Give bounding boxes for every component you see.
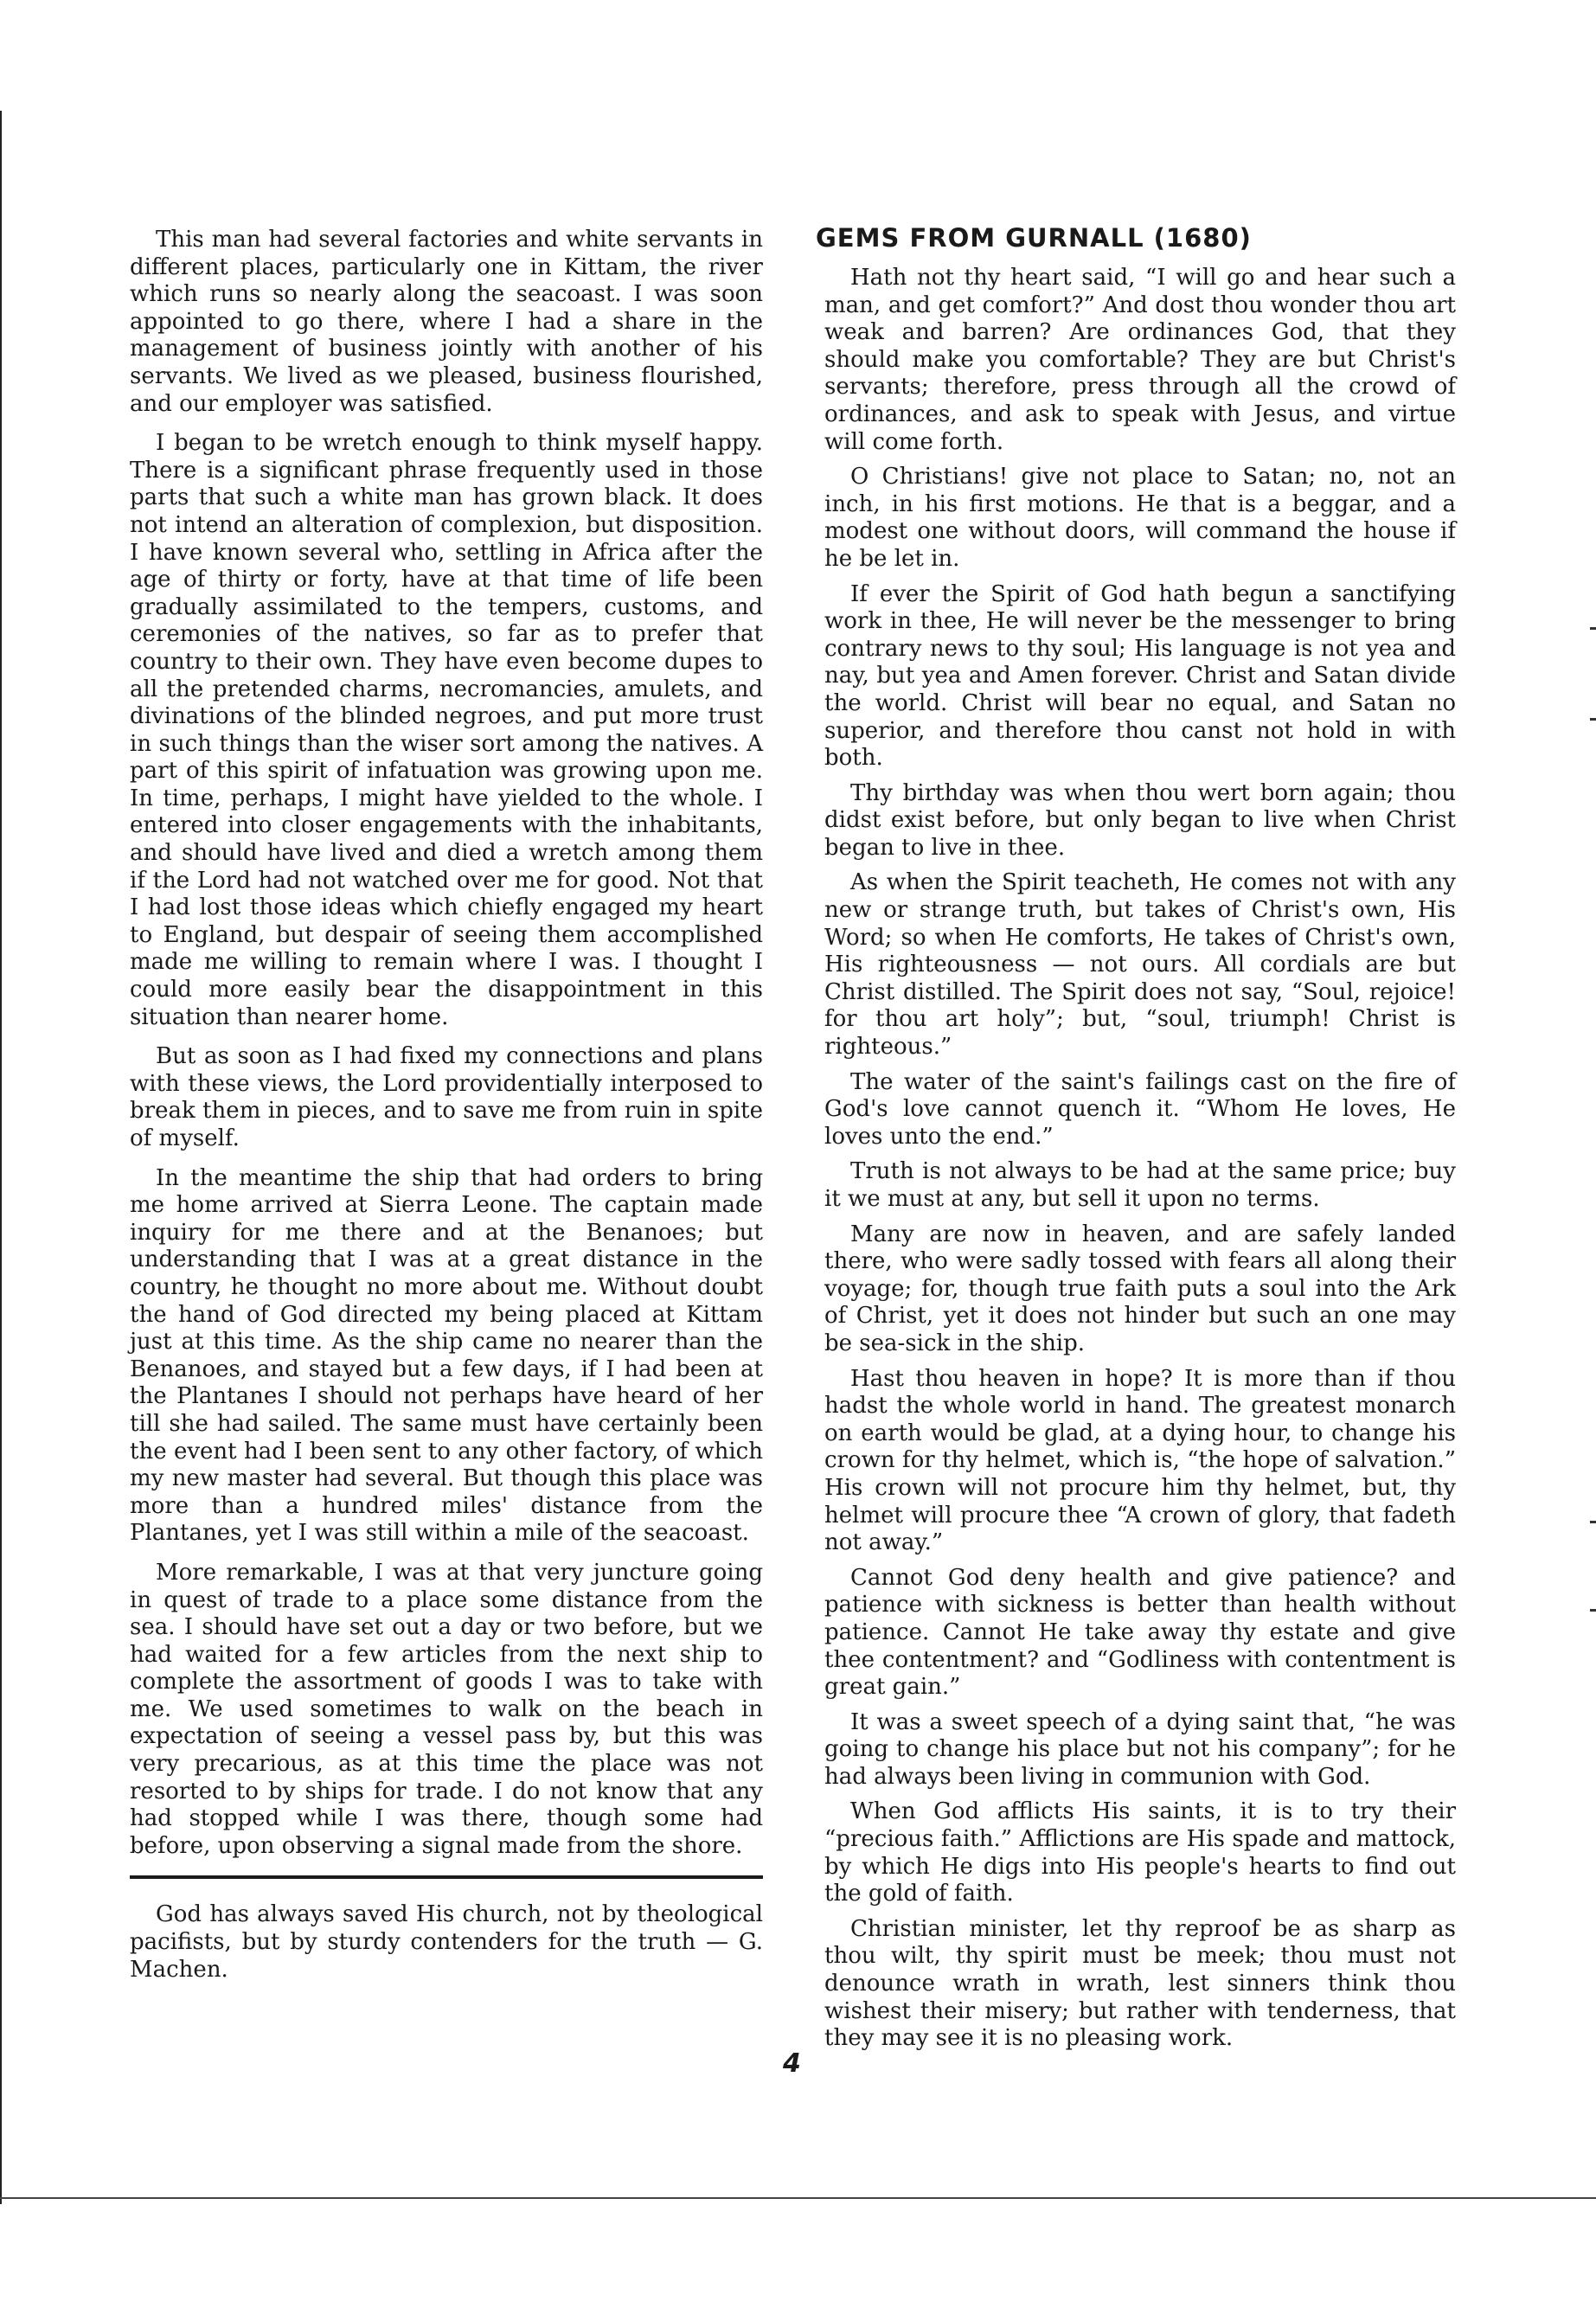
gem-paragraph: Hath not thy heart said, “I will go and hear such a man, and get comfort?” And dost thou wonder thou art weak and barren? Are ordinances God, that they should make you comfortable? They are but Christ's servants; therefore, press through all the crowd of ordinances, and ask to speak with Jesus, and virtue will come forth.: [824, 265, 1456, 455]
gem-paragraph: Truth is not always to be had at the same price; buy it we must at any, but sell it upon no terms.: [824, 1158, 1456, 1212]
section-heading: GEMS FROM GURNALL (1680): [816, 223, 1252, 253]
gem-paragraph: Many are now in heaven, and are safely landed there, who were sadly tossed with fears all along their voyage; for, though true faith puts a soul into the Ark of Christ, yet it does not hinder but such an one may be sea-sick in the ship.: [824, 1221, 1456, 1356]
gem-paragraph: Hast thou heaven in hope? It is more than if thou hadst the whole world in hand. The greatest monarch on earth would be glad, at a dying hour, to change his crown for thy helmet, which is, “the hope of salvation.” His crown will not procure him thy helmet, but, thy helmet will procure thee “A crown of glory, that fadeth not away.”: [824, 1365, 1456, 1556]
right-column: [816, 223, 1456, 2061]
gem-paragraph: Christian minister, let thy reproof be as sharp as thou wilt, thy spirit must be meek; thou must not denounce wrath in wrath, lest sinners think thou wishest their misery; but rather with tenderness, that they may see it is no pleasing work.: [824, 1915, 1456, 2052]
quote-text: God has always saved His church, not by theological pacifists, but by sturdy contenders for the truth — G. Machen.: [130, 1901, 763, 1983]
gem-paragraph: O Christians! give not place to Satan; no, not an inch, in his first motions. He that is a beggar, and a modest one without doors, will command the house if he be let in.: [824, 464, 1456, 572]
body-paragraph: I began to be wretch enough to think myself happy. There is a significant phrase frequently used in those parts that such a white man has grown black. It does not intend an alteration of complexion, but disposition. I have known several who, settling in Africa after the age of thirty or forty, have at that time of life been gradually assimilated to the tempers, customs, and ceremonies of the natives, so far as to prefer that country to their own. They have even become dupes to all the pretended charms, necromancies, amulets, and divinations of the blinded negroes, and put more trust in such things than the wiser sort among the natives. A part of this spirit of infatuation was growing upon me. In time, perhaps, I might have yielded to the whole. I entered into closer engagements with the inhabitants, and should have lived and died a wretch among them if the Lord had not watched over me for good. Not that I had lost those ideas which chiefly engaged my heart to England, but despair of seeing them accomplished made me willing to remain where I was. I thought I could more easily bear the disappointment in this situation than nearer home.: [130, 430, 763, 1030]
gem-paragraph: Cannot God deny health and give patience? and patience with sickness is better than health without patience. Cannot He take away thy estate and give thee contentment? and “Godliness with contentment is great gain.”: [824, 1564, 1456, 1701]
scan-mark: [1590, 1521, 1596, 1523]
separator-rule: [130, 1875, 763, 1879]
page-number: 4: [783, 2048, 801, 2079]
machen-quote: [130, 1901, 763, 1984]
gem-paragraph: As when the Spirit teacheth, He comes not with any new or strange truth, but takes of Christ's own, His Word; so when He comforts, He takes of Christ's own, His righteousness — not ours. All cordials are but Christ distilled. The Spirit does not say, “Soul, rejoice! for thou art holy”; but, “soul, triumph! Christ is righteous.”: [824, 869, 1456, 1061]
gem-paragraph: Thy birthday was when thou wert born again; thou didst exist before, but only began to live when Christ began to live in thee.: [824, 779, 1456, 861]
body-paragraph: In the meantime the ship that had orders to bring me home arrived at Sierra Leone. The captain made inquiry for me there and at the Benanoes; but understanding that I was at a great distance in the country, he thought no more about me. Without doubt the hand of God directed my being placed at Kittam just at this time. As the ship came no nearer than the Benanoes, and stayed but a few days, if I had been at the Plantanes I should not perhaps have heard of her till she had sailed. The same must have certainly been the event had I been sent to any other factory, of which my new master had several. But though this place was more than a hundred miles' distance from the Plantanes, yet I was still within a mile of the seacoast.: [130, 1164, 763, 1547]
scan-mark: [1590, 718, 1596, 721]
body-paragraph: More remarkable, I was at that very juncture going in quest of trade to a place some distance from the sea. I should have set out a day or two before, but we had waited for a few articles from the next ship to complete the assortment of goods I was to take with me. We used sometimes to walk on the beach in expectation of seeing a vessel pass by, but this was very precarious, as at this time the place was not resorted to by ships for trade. I do not know that any had stopped while I was there, though some had before, upon observing a signal made from the shore.: [130, 1559, 763, 1859]
left-column: [130, 227, 763, 1996]
scan-mark: [1590, 627, 1596, 630]
bottom-scan-rule: [0, 2197, 1596, 2199]
gem-paragraph: It was a sweet speech of a dying saint that, “he was going to change his place but not his company”; for he had always been living in communion with God.: [824, 1708, 1456, 1790]
scan-edge: [0, 111, 2, 2204]
body-paragraph: This man had several factories and white servants in different places, particularly one in Kittam, the river which runs so nearly along the seacoast. I was soon appointed to go there, where I had a share in the management of business jointly with another of his servants. We lived as we pleased, business flourished, and our employer was satisfied.: [130, 227, 763, 417]
scan-mark: [1590, 1609, 1596, 1612]
gem-paragraph: If ever the Spirit of God hath begun a sanctifying work in thee, He will never be the messenger to bring contrary news to thy soul; His language is not yea and nay, but yea and Amen forever. Christ and Satan divide the world. Christ will bear no equal, and Satan no superior, and therefore thou canst not hold in with both.: [824, 580, 1456, 772]
gem-paragraph: The water of the saint's failings cast on the fire of God's love cannot quench it. “Whom He loves, He loves unto the end.”: [824, 1068, 1456, 1150]
gem-paragraph: When God afflicts His saints, it is to try their “precious faith.” Afflictions are His spade and mattock, by which He digs into His people's hearts to find out the gold of faith.: [824, 1798, 1456, 1907]
body-paragraph: But as soon as I had fixed my connections and plans with these views, the Lord providentially interposed to break them in pieces, and to save me from ruin in spite of myself.: [130, 1043, 763, 1151]
